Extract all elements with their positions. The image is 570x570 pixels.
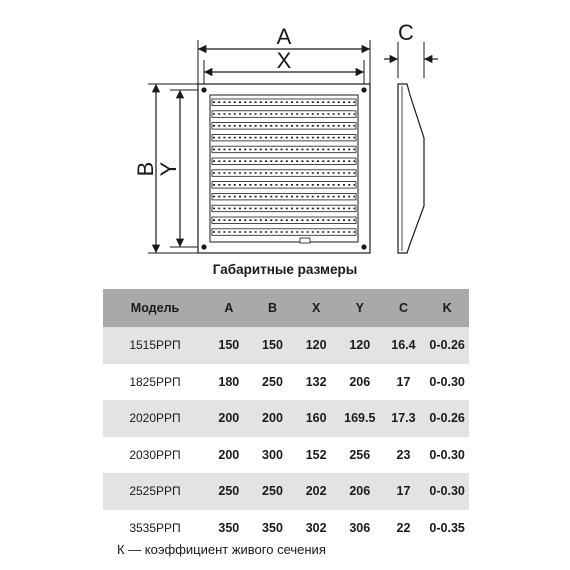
screw-hole xyxy=(201,87,206,92)
grille-side-profile xyxy=(398,84,424,253)
value-cell: 202 xyxy=(294,473,338,510)
table-row xyxy=(103,400,469,437)
value-cell: 306 xyxy=(349,520,371,535)
model-cell: 1515РРП xyxy=(103,327,207,364)
value-cell: 17.3 xyxy=(382,400,426,437)
model-cell: 2525РРП xyxy=(103,473,207,510)
grille-tab xyxy=(300,238,310,243)
screw-hole xyxy=(361,87,366,92)
dim-label-x: X xyxy=(276,48,292,73)
value-cell: 206 xyxy=(338,473,382,510)
value-cell: 22 xyxy=(396,520,411,535)
value-cell: 0-0.30 xyxy=(425,473,469,510)
model-cell: 3535РРП xyxy=(129,520,181,535)
dim-label-c: C xyxy=(398,20,414,45)
table-row xyxy=(103,327,469,364)
value-cell: 0-0.30 xyxy=(429,447,465,462)
value-cell: 120 xyxy=(338,327,382,364)
drawing-caption: Габаритные размеры xyxy=(212,262,358,277)
value-cell: 250 xyxy=(251,473,295,510)
screw-hole xyxy=(201,244,206,249)
table-row xyxy=(103,473,469,510)
column-header: Модель xyxy=(103,289,207,327)
value-cell: 16.4 xyxy=(382,327,426,364)
value-cell: 17 xyxy=(396,374,411,389)
footnote: К — коэффициент живого сечения xyxy=(117,542,326,557)
screw-hole xyxy=(361,244,366,249)
column-header: A xyxy=(207,289,251,327)
value-cell: 17 xyxy=(382,473,426,510)
value-cell: 180 xyxy=(218,374,240,389)
value-cell: 132 xyxy=(305,374,327,389)
dimensions-table xyxy=(103,289,469,546)
table-row xyxy=(103,437,469,474)
value-cell: 160 xyxy=(294,400,338,437)
table-row xyxy=(103,510,469,547)
value-cell: 200 xyxy=(207,400,251,437)
grille-drawing xyxy=(0,0,570,262)
value-cell: 200 xyxy=(218,447,240,462)
value-cell: 250 xyxy=(207,473,251,510)
value-cell: 152 xyxy=(305,447,327,462)
value-cell: 120 xyxy=(294,327,338,364)
column-header: X xyxy=(294,289,338,327)
value-cell: 23 xyxy=(396,447,411,462)
column-header: Y xyxy=(338,289,382,327)
value-cell: 0-0.35 xyxy=(429,520,465,535)
column-header: B xyxy=(251,289,295,327)
value-cell: 200 xyxy=(251,400,295,437)
value-cell: 256 xyxy=(349,447,371,462)
value-cell: 150 xyxy=(251,327,295,364)
value-cell: 169.5 xyxy=(338,400,382,437)
model-cell: 2020РРП xyxy=(103,400,207,437)
model-cell: 2030РРП xyxy=(129,447,181,462)
value-cell: 300 xyxy=(262,447,283,462)
table-header-row xyxy=(103,289,469,327)
table-row xyxy=(103,364,469,401)
dim-label-a: A xyxy=(276,24,292,49)
value-cell: 0-0.30 xyxy=(429,374,465,389)
dim-label-y: Y xyxy=(156,161,181,177)
value-cell: 302 xyxy=(305,520,327,535)
value-cell: 250 xyxy=(262,374,283,389)
value-cell: 206 xyxy=(349,374,371,389)
value-cell: 0-0.26 xyxy=(425,400,469,437)
value-cell: 350 xyxy=(262,520,283,535)
dim-label-b: B xyxy=(133,161,158,177)
value-cell: 150 xyxy=(207,327,251,364)
value-cell: 350 xyxy=(218,520,240,535)
grille-front-view xyxy=(198,84,370,253)
column-header: C xyxy=(382,289,426,327)
value-cell: 0-0.26 xyxy=(425,327,469,364)
column-header: K xyxy=(425,289,469,327)
model-cell: 1825РРП xyxy=(129,374,181,389)
